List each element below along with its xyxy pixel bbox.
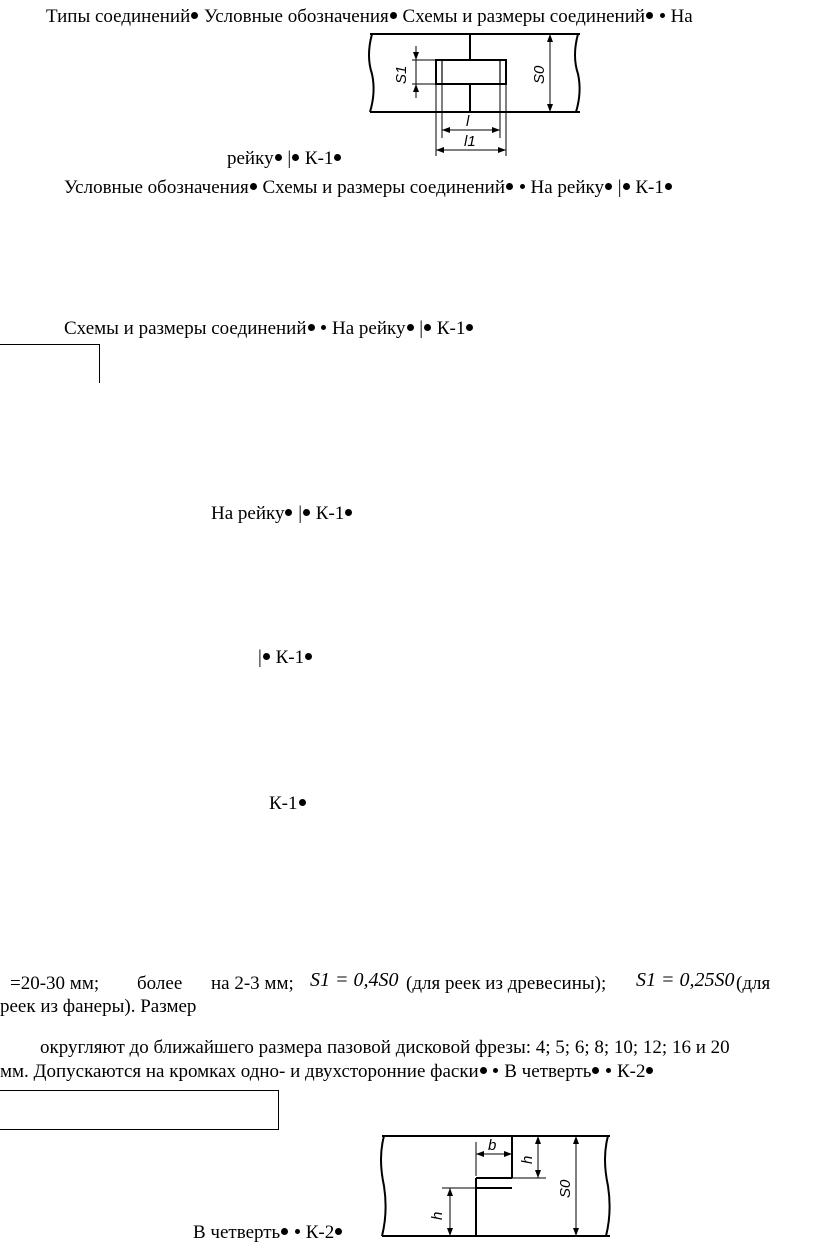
text-symbols: Условные обозначения — [64, 177, 249, 198]
label-l: l — [466, 113, 470, 130]
text-types: Типы соединений — [46, 6, 191, 27]
bullet-icon — [407, 324, 414, 331]
empty-frame — [0, 344, 100, 383]
text-line-3 — [64, 177, 673, 199]
bullet-icon — [623, 183, 630, 190]
bullet-icon — [303, 509, 310, 516]
text-by-mm-value: на 2-3 мм; — [211, 973, 294, 994]
bullet-icon — [493, 1068, 498, 1073]
text-k2: К-2 — [305, 1222, 335, 1243]
text-quarter: В четверть — [193, 1222, 281, 1243]
bullet-icon — [665, 183, 672, 190]
paragraph-line-2 — [0, 996, 196, 1018]
bullet-icon — [606, 1068, 611, 1073]
text-size-range: =20-30 мм; — [10, 973, 100, 994]
text-plywood-size: реек из фанеры). Размер — [0, 996, 197, 1017]
bullet-icon — [424, 324, 431, 331]
text-na-reyku: На рейку — [332, 318, 406, 339]
text-for — [736, 973, 770, 995]
label-s0: S0 — [531, 65, 548, 84]
text-line-2 — [227, 148, 342, 170]
formula-plywood-text: S1 = 0,25S0 — [636, 969, 735, 991]
bullet-icon — [250, 183, 257, 190]
text-bar: | — [419, 318, 424, 339]
text-na-reyku: На рейку — [211, 503, 285, 524]
joint-drawing-2 — [370, 1128, 620, 1250]
bullet-icon — [345, 509, 352, 516]
text-chamfers: мм. Допускаются на кромках одно- и двухсторонние фаски — [0, 1061, 479, 1082]
bullet-icon — [334, 154, 341, 161]
label-s0: S0 — [557, 1179, 574, 1198]
text-bar: | — [287, 148, 292, 169]
text-schemes: Схемы и размеры соединений — [262, 177, 506, 198]
bullet-icon — [299, 799, 306, 806]
bullet-icon — [308, 324, 315, 331]
text-footer — [193, 1222, 343, 1244]
bullet-icon — [263, 653, 270, 660]
text-k1: К-1 — [315, 503, 345, 524]
text-more — [137, 973, 182, 995]
text-more-word: более — [137, 973, 183, 994]
bullet-icon — [660, 13, 665, 18]
text-k1: К-1 — [436, 318, 466, 339]
text-for-value: (для — [736, 973, 771, 994]
bullet-icon — [285, 509, 292, 516]
bullet-icon — [191, 12, 198, 19]
paragraph-line-3 — [40, 1037, 730, 1059]
text-k1: К-1 — [269, 793, 298, 814]
bullet-icon — [592, 1067, 599, 1074]
text-line-1 — [46, 6, 693, 28]
text-k1: К-1 — [275, 647, 305, 668]
bullet-icon — [275, 154, 282, 161]
text-line-6 — [258, 647, 313, 669]
text-bar: | — [617, 177, 622, 198]
bullet-icon — [605, 183, 612, 190]
bullet-icon — [646, 12, 653, 19]
text-line-4 — [64, 318, 474, 340]
text-line-7 — [269, 793, 307, 815]
label-h-bottom: h — [429, 1211, 446, 1220]
bullet-icon — [390, 12, 397, 19]
text-k1: К-1 — [304, 148, 334, 169]
text-for-wood — [406, 973, 606, 995]
bullet-icon — [305, 653, 312, 660]
bullet-icon — [480, 1067, 487, 1074]
text-bar: | — [298, 503, 303, 524]
paragraph-line-1 — [10, 973, 99, 995]
bullet-icon — [295, 1229, 300, 1234]
formula-wood — [310, 969, 399, 991]
text-for-wood-value: (для реек из древесины); — [406, 973, 607, 994]
text-quarter: В четверть — [504, 1061, 592, 1082]
text-symbols: Условные обозначения — [204, 6, 389, 27]
bullet-icon — [520, 184, 525, 189]
text-k1: К-1 — [635, 177, 664, 198]
text-by-mm — [211, 973, 294, 995]
bullet-icon — [646, 1067, 653, 1074]
bullet-icon — [321, 325, 326, 330]
text-na: На — [670, 6, 693, 27]
text-schemes: Схемы и размеры соединений — [64, 318, 307, 339]
text-rounding: округляют до ближайшего размера пазовой дисковой фрезы: 4; 5; 6; 8; 10; 12; 16 и 20 — [40, 1037, 730, 1058]
text-line-5 — [211, 503, 353, 525]
bullet-icon — [335, 1228, 342, 1235]
label-h-top: h — [519, 1155, 536, 1164]
text-k2: К-2 — [616, 1061, 646, 1082]
text-na-reyku: На рейку — [530, 177, 604, 198]
text-schemes: Схемы и размеры соединений — [402, 6, 646, 27]
text-bar: | — [258, 647, 262, 668]
bullet-icon — [281, 1228, 288, 1235]
text-reyku: рейку — [227, 148, 274, 169]
label-l1: l1 — [464, 133, 476, 150]
joint-drawing-1 — [362, 26, 592, 166]
bullet-icon — [466, 324, 473, 331]
label-b: b — [488, 1137, 497, 1154]
label-s1: S1 — [393, 65, 410, 84]
empty-frame-2 — [0, 1090, 279, 1130]
formula-plywood — [636, 969, 735, 991]
formula-wood-text: S1 = 0,4S0 — [310, 969, 399, 991]
bullet-icon — [292, 154, 299, 161]
bullet-icon — [506, 183, 513, 190]
paragraph-line-4 — [0, 1061, 654, 1083]
